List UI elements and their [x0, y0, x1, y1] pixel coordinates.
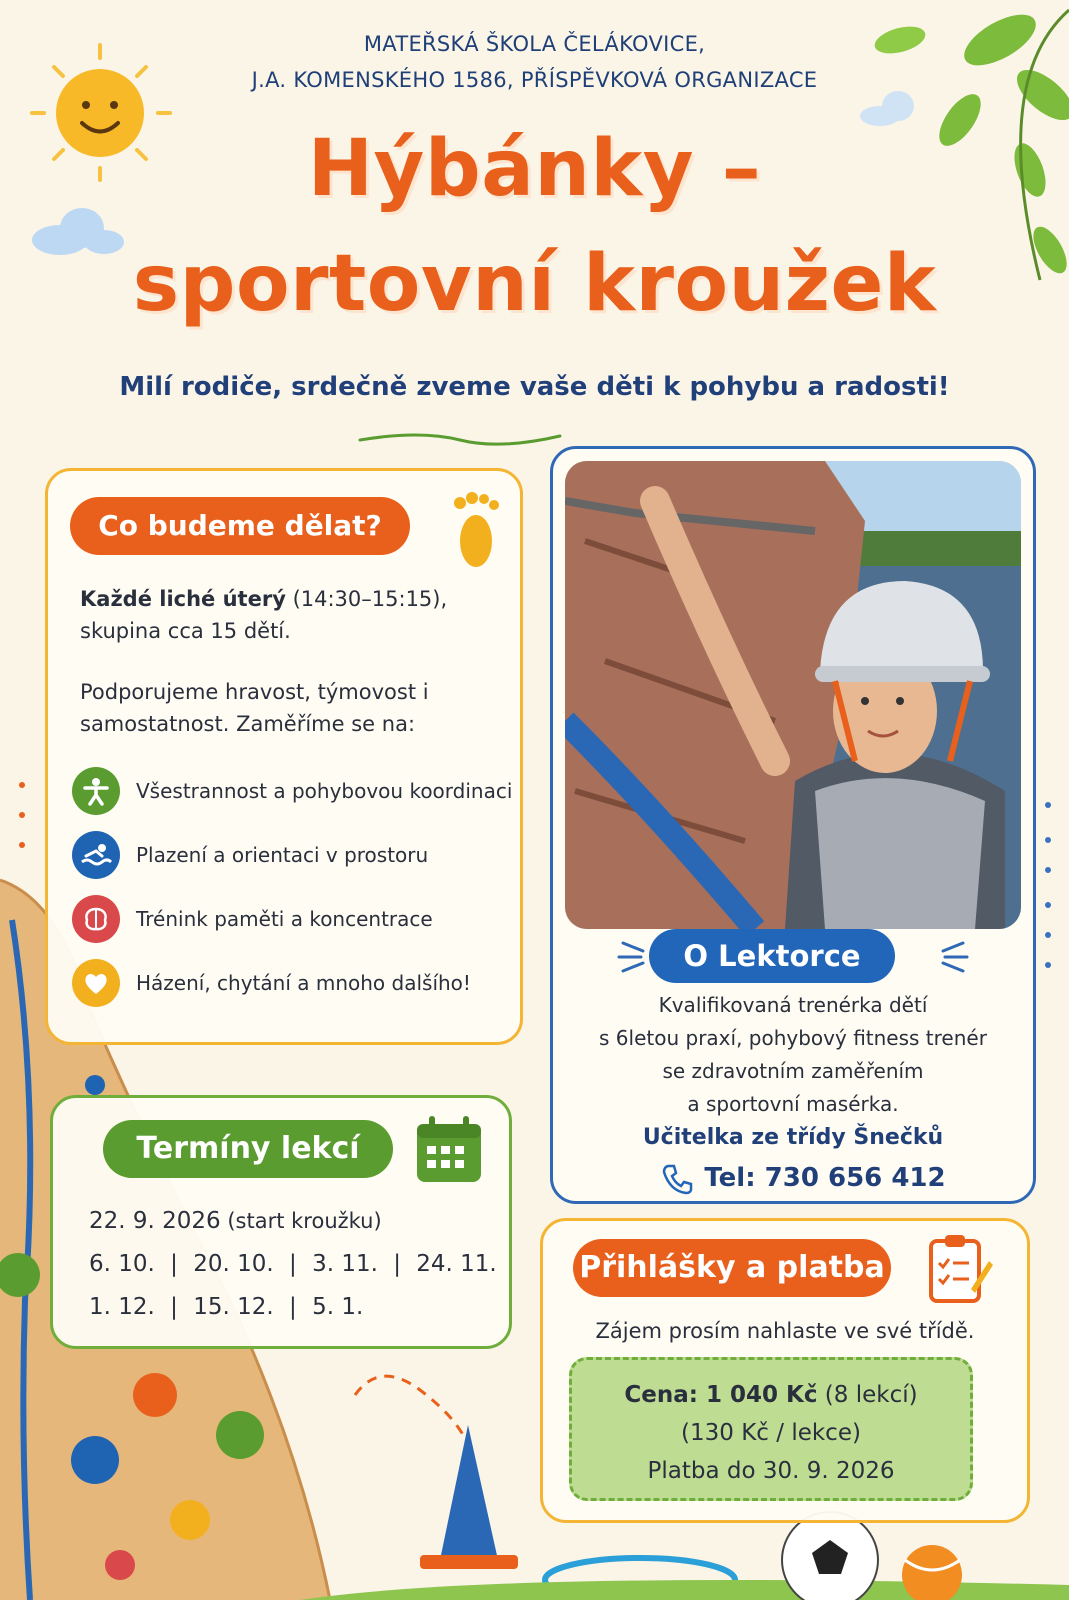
intro-line2: samostatnost. Zaměříme se na:	[80, 712, 416, 736]
heart-icon	[72, 959, 120, 1007]
list-item-label: Házení, chytání a mnoho dalšího!	[136, 971, 471, 995]
brain-icon	[72, 895, 120, 943]
org-name-line1: MATEŘSKÁ ŠKOLA ČELÁKOVICE,	[363, 32, 706, 56]
lector-line: a sportovní masérka.	[687, 1092, 899, 1116]
phone-number: Tel: 730 656 412	[704, 1163, 946, 1193]
lector-card	[550, 446, 1036, 1204]
activities-card	[45, 468, 523, 1045]
intro-line1: Podporujeme hravost, týmovost i	[80, 680, 429, 704]
clipboard-icon	[923, 1231, 995, 1307]
footprint-icon	[448, 489, 506, 569]
list-item-label: Všestrannost a pohybovou koordinaci	[136, 779, 513, 803]
price-box	[569, 1357, 973, 1501]
cone-icon	[420, 1425, 518, 1569]
page-title-line2: sportovní kroužek	[132, 239, 937, 329]
lector-line: Kvalifikovaná trenérka dětí	[658, 993, 928, 1017]
lector-class: Učitelka ze třídy Šnečků	[642, 1125, 944, 1150]
list-item	[72, 827, 522, 883]
price-note: (8 lekcí)	[817, 1382, 918, 1408]
schedule-day: Každé liché úterý	[80, 587, 286, 611]
date-separator: |	[170, 1294, 178, 1320]
per-lesson-price: (130 Kč / lekce)	[681, 1420, 861, 1446]
activities-heading: Co budeme dělat?	[70, 497, 410, 555]
person-icon	[72, 767, 120, 815]
signup-note: Zájem prosím nahlaste ve své třídě.	[595, 1319, 975, 1343]
list-item	[72, 763, 522, 819]
price-value: Cena: 1 040 Kč	[624, 1382, 818, 1408]
lector-photo	[565, 461, 1021, 929]
schedule-time: (14:30–15:15),	[285, 587, 448, 611]
list-item	[72, 955, 522, 1011]
lesson-date: 6. 10.	[89, 1251, 155, 1277]
swimmer-icon	[72, 831, 120, 879]
page-title: Hýbánky –	[307, 124, 762, 214]
ball-icon	[902, 1545, 962, 1600]
start-note: (start kroužku)	[220, 1209, 382, 1233]
schedule-group: skupina cca 15 dětí.	[80, 619, 291, 643]
date-separator: |	[393, 1251, 401, 1277]
signup-heading: Přihlášky a platba	[573, 1239, 891, 1297]
lector-line: s 6letou praxí, pohybový fitness trenér	[599, 1026, 987, 1050]
payment-deadline: Platba do 30. 9. 2026	[647, 1458, 895, 1484]
cloud-icon	[860, 91, 914, 126]
football-icon	[782, 1512, 878, 1600]
lector-heading: O Lektorce	[649, 929, 895, 983]
page-subtitle: Milí rodiče, srdečně zveme vaše děti k pohybu a radosti!	[119, 372, 950, 402]
lessons-card	[50, 1095, 512, 1349]
list-item	[72, 891, 522, 947]
signup-card	[540, 1218, 1030, 1523]
list-item-label: Trénink paměti a koncentrace	[136, 907, 433, 931]
lessons-heading: Termíny lekcí	[103, 1120, 393, 1178]
phone-icon	[660, 1161, 694, 1195]
lector-line: se zdravotním zaměřením	[662, 1059, 924, 1083]
lesson-date: 15. 12.	[193, 1294, 274, 1320]
date-separator: |	[289, 1294, 297, 1320]
lesson-date: 5. 1.	[312, 1294, 364, 1320]
list-item-label: Plazení a orientaci v prostoru	[136, 843, 429, 867]
lesson-date: 20. 10.	[193, 1251, 274, 1277]
org-name-line2: J.A. KOMENSKÉHO 1586, PŘÍSPĚVKOVÁ ORGANIZACE	[251, 68, 818, 92]
lesson-date: 24. 11.	[416, 1251, 497, 1277]
lesson-date: 1. 12.	[89, 1294, 155, 1320]
start-date: 22. 9. 2026	[89, 1208, 221, 1234]
date-separator: |	[170, 1251, 178, 1277]
date-separator: |	[289, 1251, 297, 1277]
lesson-date: 3. 11.	[312, 1251, 378, 1277]
phone-row	[633, 1161, 973, 1195]
activity-list	[72, 763, 522, 1011]
calendar-icon	[413, 1114, 485, 1186]
